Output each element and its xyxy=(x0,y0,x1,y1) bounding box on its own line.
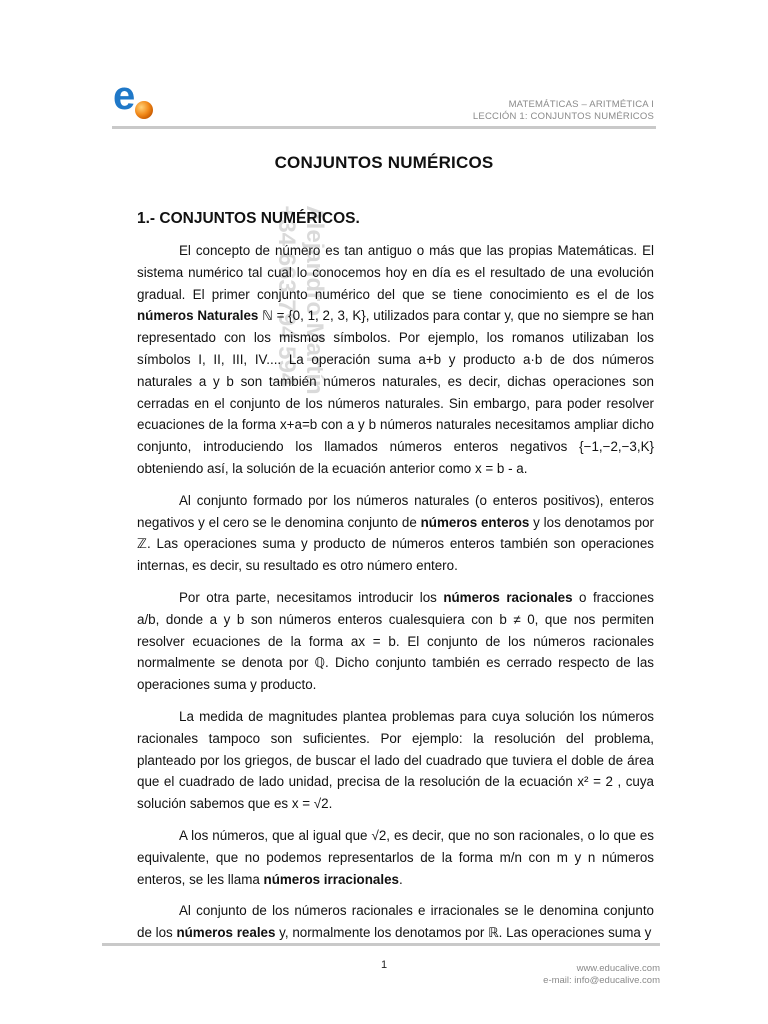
logo-letter: e xyxy=(113,78,136,118)
watermark-line-1: Alejandro Martín xyxy=(301,205,328,395)
paragraph xyxy=(137,825,654,890)
footer-meta xyxy=(543,963,660,987)
paragraph xyxy=(137,587,654,696)
page-number: 1 xyxy=(380,959,388,971)
paragraph-text: y los denotamos por ℤ. Las operaciones suma y producto de números enteros también son operaciones internas, es decir, su resultado es otro número entero. xyxy=(137,514,654,574)
header-meta xyxy=(473,99,654,123)
paragraph xyxy=(137,706,654,815)
paragraph-text: o fracciones a/b, donde a y b son números enteros cualesquiera con b ≠ 0, que nos permiten resolver ecuaciones de la forma ax = b. El conjunto de los números racionales normalmente se denota por ℚ. Dicho conjunto también es cerrado respecto de las operaciones suma y producto. xyxy=(137,589,654,693)
paragraph-text: La medida de magnitudes plantea problemas para cuya solución los números racionales tampoco son suficientes. Por ejemplo: la resolución del problema, planteado por los griegos, de buscar el lado del cuadrado que tuviera el doble de área que el cuadrado de lado unidad, precisa de la resolución de la ecuación x² = 2 , cuya solución sabemos que es x = √2. xyxy=(137,708,654,812)
watermark-line-2: +34 663 794 594 xyxy=(273,205,300,387)
paragraph xyxy=(137,490,654,577)
document-title: CONJUNTOS NUMÉRICOS xyxy=(274,153,494,172)
bold-term: números racionales xyxy=(443,589,573,605)
paragraph xyxy=(137,900,654,944)
paragraph-text: El concepto de número es tan antiguo o más que las propias Matemáticas. El sistema numérico tal cual lo conocemos hoy en día es el resultado de una evolución gradual. El primer conjunto numérico del que se tiene conocimiento es el de los xyxy=(137,243,654,302)
paragraph-text: ℕ = {0, 1, 2, 3, K}, utilizados para contar y, que no siempre se han representado con los mismos símbolos. Por ejemplo, los romanos utilizaban los símbolos I, II, III, IV.... La operación suma a+b y producto a·b de dos números naturales a y b son también números naturales, es decir, dichas operaciones son cerradas en el conjunto de los números naturales. Sin embargo, para poder resolver ecuaciones de la forma x+a=b con a y b números naturales necesitamos ampliar dicho conjunto, introduciendo los llamados números enteros negativos {−1,−2,−3,K} obteniendo así, la solución de la ecuación anterior como x = b - a. xyxy=(137,308,654,476)
paragraph-text: Al conjunto formado por los números naturales (o enteros positivos), enteros negativos y el cero se le denomina conjunto de xyxy=(137,492,654,530)
bold-term: números Naturales xyxy=(137,308,259,324)
header-subject: MATEMÁTICAS – ARITMÉTICA I xyxy=(508,99,654,110)
header-divider xyxy=(112,126,656,129)
paragraph-text: Al conjunto de los números racionales e irracionales se le denomina conjunto de los xyxy=(137,903,654,941)
header-lesson: LECCIÓN 1: CONJUNTOS NUMÉRICOS xyxy=(472,111,654,122)
paragraph-text: Por otra parte, necesitamos introducir los xyxy=(179,589,444,605)
paragraph xyxy=(137,240,654,480)
paragraph-text: y, normalmente los denotamos por ℝ. Las operaciones suma y xyxy=(275,925,652,941)
footer-email: e-mail: info@educalive.com xyxy=(543,975,660,986)
section-heading: 1.- CONJUNTOS NUMÉRICOS. xyxy=(137,210,360,227)
footer-website: www.educalive.com xyxy=(576,963,660,974)
educalive-logo xyxy=(112,78,158,124)
footer-divider xyxy=(102,943,660,946)
paragraph-text: . xyxy=(398,871,403,887)
bold-term: números irracionales xyxy=(263,871,399,887)
bold-term: números enteros xyxy=(420,514,530,530)
paragraph-text: A los números, que al igual que √2, es decir, que no son racionales, o lo que es equivalente, que no podemos representarlos de la forma m/n con m y n números enteros, se les llama xyxy=(137,827,654,887)
body-text xyxy=(137,240,654,954)
bold-term: números reales xyxy=(176,925,276,941)
